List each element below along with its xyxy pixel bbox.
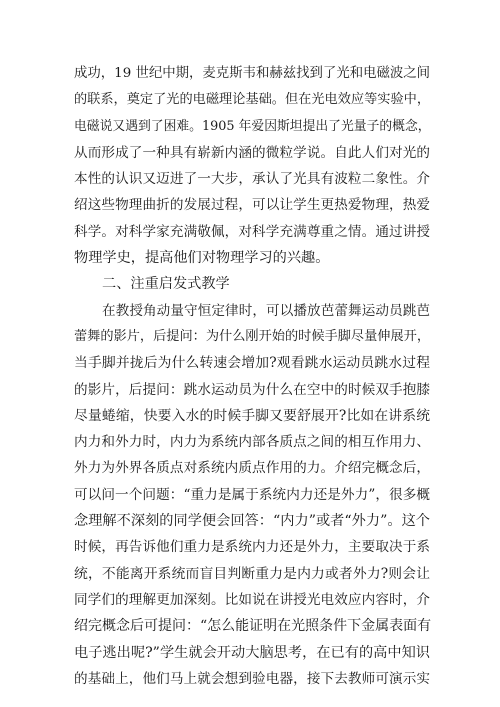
body-text bbox=[74, 61, 430, 692]
text-line-18: 念理解不深刻的同学便会回答：“内力”或者“外力”。这个 bbox=[74, 513, 430, 530]
text-line-5: 本性的认识又迈进了一大步，承认了光具有波粒二象性。介 bbox=[74, 171, 430, 188]
text-line-17: 可以问一个问题：“重力是属于系统内力还是外力”，很多概 bbox=[74, 486, 430, 503]
text-line-7: 科学。对科学家充满敬佩，对科学充满尊重之情。通过讲授 bbox=[74, 223, 430, 240]
text-line-21: 同学们的理解更加深刻。比如说在讲授光电效应内容时，介 bbox=[74, 591, 430, 608]
text-line-24: 的基础上，他们马上就会想到验电器，接下去教师可演示实 bbox=[74, 670, 430, 687]
text-line-4: 从而形成了一种具有崭新内涵的微粒学说。自此人们对光的 bbox=[74, 144, 430, 161]
text-line-19: 时候，再告诉他们重力是系统内力还是外力，主要取决于系 bbox=[74, 539, 430, 556]
text-line-16: 外力为外界各质点对系统内质点作用的力。介绍完概念后， bbox=[74, 460, 430, 477]
text-line-13: 的影片，后提问：跳水运动员为什么在空中的时候双手抱膝 bbox=[74, 381, 430, 398]
text-line-15: 内力和外力时，内力为系统内部各质点之间的相互作用力、 bbox=[74, 434, 430, 451]
text-line-14: 尽量蜷缩，快要入水的时候手脚又要舒展开?比如在讲系统 bbox=[74, 407, 430, 424]
text-line-20: 统，不能离开系统而盲目判断重力是内力或者外力?则会让 bbox=[74, 565, 430, 582]
text-line-12: 当手脚并拢后为什么转速会增加?观看跳水运动员跳水过程 bbox=[74, 355, 430, 372]
text-line-22: 绍完概念后可提问：“怎么能证明在光照条件下金属表面有 bbox=[74, 618, 432, 635]
paragraph-first-line: 在教授角动量守恒定律时，可以播放芭蕾舞运动员跳芭 bbox=[102, 302, 430, 319]
text-line-3: 电磁说又遇到了困难。1905 年爱因斯坦提出了光量子的概念， bbox=[74, 118, 431, 134]
text-line-8: 物理学史，提高他们对物理学习的兴趣。 bbox=[74, 250, 330, 267]
text-line-11: 蕾舞的影片，后提问：为什么刚开始的时候手脚尽量伸展开， bbox=[74, 328, 431, 344]
text-line-23: 电子逃出呢?”学生就会开动大脑思考，在已有的高中知识 bbox=[74, 644, 430, 661]
text-line-2: 的联系，奠定了光的电磁理论基础。但在光电效应等实验中， bbox=[74, 92, 431, 108]
section-heading: 二、注重启发式教学 bbox=[102, 276, 230, 293]
text-line-6: 绍这些物理曲折的发展过程，可以让学生更热爱物理，热爱 bbox=[74, 197, 430, 214]
text-line-1: 成功，19 世纪中期，麦克斯韦和赫兹找到了光和电磁波之间 bbox=[74, 66, 431, 81]
